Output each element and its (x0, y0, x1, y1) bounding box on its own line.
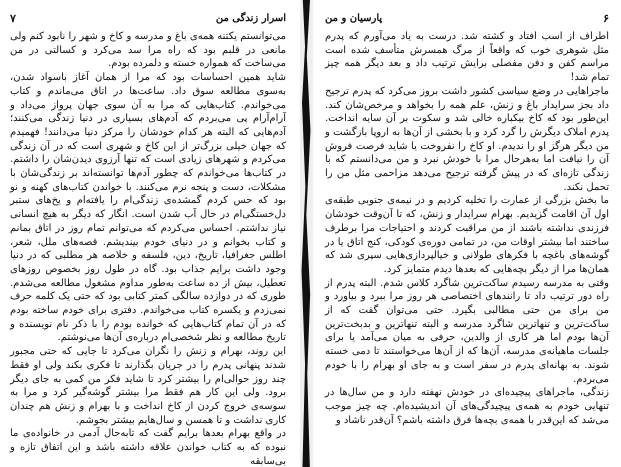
right-header-title: پارسیان و من (325, 12, 383, 24)
left-paragraph: در واقع بهرام بعدها برایم گفت که تابه‌حال آدمی در خانواده‌ی ما نبوده که به کتاب خواندن علاقه داشته باشد و این اتفاق تازه و بی‌سابقه (10, 428, 286, 467)
left-page-number: ۷ (10, 11, 16, 25)
left-running-head (10, 10, 286, 26)
left-paragraph: می‌توانستم یکتنه همه‌ی باغ و مدرسه و کاخ و شهر را نابود کنم ولی مانعی در قلبم بود که راه مرا سد می‌کرد و کسالتی در من می‌ساخت که همواره خسته و دلمرده بودم. (10, 31, 286, 70)
left-page (0, 0, 300, 467)
right-page (313, 0, 621, 467)
book-spine-shadow (298, 0, 314, 467)
right-running-head (325, 10, 609, 26)
right-paragraph: زندگی، ماجراهای پیچیده‌ای در خودش نهفته دارد و من سال‌ها در تنهایی خودم به همه‌ی پیچیدگی‌های آن اندیشیده‌ام. چه چیز موجب می‌شد که این‌قدر با همه‌ی بچه‌ها فرق داشته باشم؟ آن‌قدر ناشاد و (325, 387, 609, 426)
right-paragraph: ما بخش بزرگی از عمارت را تخلیه کردیم و در نیمه‌ی جنوبی طبقه‌ی اول آن اقامت گزیدیم. بهرام سرایدار و زنش، که تا آن‌وقت خودشان فرزندی نداشته باشند از من مراقبت کردند و احتیاجات مرا برطرف ساختند اما بیشتر اوقات من، در تمامی دوره‌ی کودکی، کنج اتاق یا در گوشه‌های باغچه با فکرهای طولانی و خیالپردازی‌هایی سپری شد که همان‌ها مرا از دیگر بچه‌هایی که بعدها دیدم متمایز کرد. (325, 195, 609, 275)
left-paragraph: شاید همین احساسات بود که مرا از همان آغاز باسواد شدن، به‌سوی مطالعه سوق داد. ساعت‌ها در اتاق می‌ماندم و کتاب می‌خواندم. کتاب‌هایی که مرا به آن سوی جهان پرواز می‌داد و آرام‌آرام پی می‌بردم که آدم‌های بسیاری در دنیا زندگی می‌کنند؛ آدم‌هایی که البته هر کدام خودشان را مرکز دنیا می‌دانند! فهمیدم که جهان خیلی بزرگ‌تر از این کاخ و شهری است که در آن زندگی می‌کردم و شهرهای زیادی است که تنها آرزوی دیدن‌شان را داشتم. در کتاب‌ها می‌خواندم که چطور آدم‌ها توانسته‌اند بر زندگی‌شان با مشکلات، دست و پنجه نرم می‌کنند. با خواندن کتاب‌های کهنه و نو بود که حس کردم گمشده‌ی زندگی‌ام را یافته‌ام و یخ‌های ستبر دل‌خستگی‌ام در حال آب شدن است. انگار که دیگر به هیچ انسانی نیاز نداشتم. احساس می‌کردم که می‌توانم تمام روز در اتاق بمانم و کتاب بخوانم و در دنیای خودم بیندیشم. قصه‌های ملل، شعر، اطلس جغرافیا، تاریخ، دین، فلسفه و خلاصه هر مطلبی که در دنیا وجود داشت برایم جذاب بود. گاه در طول روز بخصوص روزهای تعطیل، بیش از ده ساعت به‌طور مداوم مشغول مطالعه می‌شدم. طوری که در دوازده سالگی کمتر کتابی بود که حتی یک کلمه حرف نمی‌زدم و یکسره کتاب می‌خواندم. دفتری برای خودم ساخته بودم که در آن تمام کتاب‌هایی که خوانده بودم را با ذکر نام نویسنده و تاریخ مطالعه و نظر شخصی‌ام درباره‌ی آن‌ها می‌نوشتم. (10, 72, 286, 344)
right-paragraph: ماجراهایی در وضع سیاسی کشور داشت بروز می‌کرد که پدرم ترجیح داد بجز سرایدار باغ و زنش، علم همه را بخواهد و مرخص‌شان کند. این‌طور بود که کاخ بیکباره خالی شد و سکوت بر آن سایه انداخت. پدرم املاک دیگرش را گرد کرد و با بخشی از آن‌ها به اروپا بازگشت و من دیگر هرگز او را ندیدم. او کاخ را نفروخت یا شاید فرصت فروش آن را نیافت اما به‌هرحال مرا با خودش نبرد و من می‌دانستم که با زندگی تازه‌ای که در پیش گرفته ترجیح می‌دهد مزاحمی مثل من را تحمل نکند. (325, 85, 609, 193)
right-paragraph: وقتی به مدرسه رسیدم ساکت‌ترین شاگرد کلاس شدم. البته پدرم از راه دور ترتیب داد تا رانندهای اختصاصی هر روز مرا ببرد و بیاورد و من برای من حتی مطالبی بگیرد. حتی می‌توان گفت که از ساکت‌ترین و تنهاترین شاگرد مدرسه و البته تنهاترین و بدبخت‌ترین آن‌ها بودم اما هر کاری از والدین، حرفی به میان می‌آمد یا برای جلسات ماهیانه‌ی مدرسه، آن‌ها که از آن‌ها می‌خواستند تا دمی خسته شوند. به بهانه‌ای پدرم در سفر است و به جای او بهرام را با خودم می‌بردم. (325, 277, 609, 385)
left-body-text (10, 30, 286, 467)
right-body-text (325, 30, 609, 427)
right-paragraph: اطراف از اسب افتاد و کشته شد. درست به یاد می‌آورم که پدرم مثل شوهری خوب که واقعاً از مرگ همسرش متأسف شده است مراسم کفن و دفن مفصلی برایش ترتیب داد و بعد دیگر همه چیز تمام شد! (325, 31, 609, 84)
left-paragraph: این روند، بهرام و زنش را نگران می‌کرد تا جایی که حتی مجبور شدند پنهانی پدرم را در جریان بگذارند تا فکری بکند ولی او فقط چند روز حوالی‌ام را بیشتر کرد تا شاید فکر من کمی به جای دیگر برود. ولی این کار هم فقط مرا بیشتر گوشه‌گیر کرد و مرا به سوسه‌ی خروج کردن از کاخ انداخت و با بهرام و زنش هم چندان کاری نداشت و تا همسن و سال‌هایم بیشتر بجوشم. (10, 346, 286, 426)
left-header-title: اسرار زندگی من (215, 12, 286, 24)
right-page-number: ۶ (603, 11, 609, 25)
